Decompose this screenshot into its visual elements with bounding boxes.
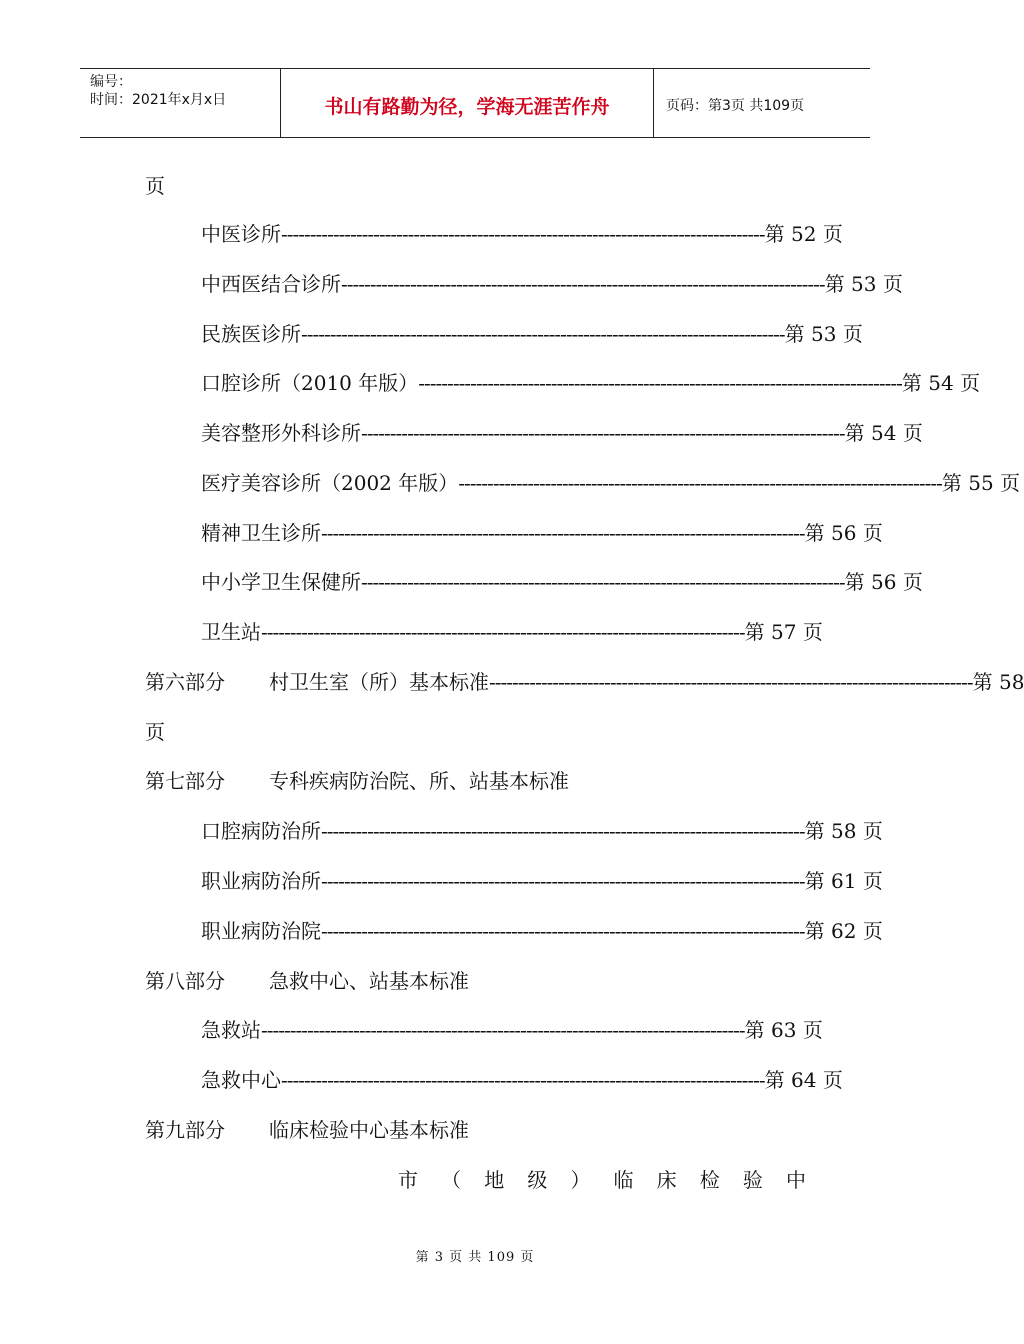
section-number: 第六部分 xyxy=(145,670,225,694)
toc-page: 第 52 页 xyxy=(764,222,843,246)
spread-char: 级 xyxy=(527,1168,548,1192)
toc-entry[interactable] xyxy=(201,1066,843,1094)
section-heading-part6[interactable] xyxy=(145,668,1024,696)
toc-entry[interactable] xyxy=(201,1016,823,1044)
toc-page: 第 56 页 xyxy=(804,521,883,545)
toc-page: 第 53 页 xyxy=(784,322,863,346)
spread-char: 中 xyxy=(785,1168,806,1192)
section-title: 村卫生室（所）基本标准 xyxy=(269,670,489,694)
toc-entry[interactable] xyxy=(201,469,1021,497)
page-header xyxy=(80,68,870,138)
code-label: 编号： xyxy=(90,74,132,90)
toc-label: 急救中心 xyxy=(201,1068,281,1092)
toc-page: 第 56 页 xyxy=(844,570,923,594)
page-info: 页码：第3页 共109页 xyxy=(666,98,805,114)
spread-char: 检 xyxy=(699,1168,720,1192)
section-number: 第八部分 xyxy=(145,969,225,993)
toc-page: 第 61 页 xyxy=(804,869,883,893)
toc-page: 第 64 页 xyxy=(764,1068,843,1092)
toc-leader: ------------------------------------------------------------------------------------ xyxy=(458,471,942,495)
toc-leader: ------------------------------------------------------------------------------------ xyxy=(281,222,765,246)
toc-leader: ------------------------------------------------------------------------------------ xyxy=(281,1068,765,1092)
spread-char: （ xyxy=(441,1168,462,1192)
toc-leader: ------------------------------------------------------------------------------------ xyxy=(418,371,902,395)
toc-leader: ------------------------------------------------------------------------------------ xyxy=(321,869,805,893)
toc-leader: ------------------------------------------------------------------------------------ xyxy=(341,272,825,296)
spread-char: 临 xyxy=(613,1168,634,1192)
toc-page: 第 63 页 xyxy=(744,1018,823,1042)
spread-char: ） xyxy=(570,1168,591,1192)
toc-leader: ------------------------------------------------------------------------------------ xyxy=(261,620,745,644)
spread-char: 验 xyxy=(742,1168,763,1192)
continued-page-char: 页 xyxy=(145,174,165,198)
toc-leader: ------------------------------------------------------------------------------------ xyxy=(321,919,805,943)
toc-page: 第 62 页 xyxy=(804,919,883,943)
section-heading-part8 xyxy=(145,967,469,995)
section-title: 临床检验中心基本标准 xyxy=(269,1118,469,1142)
section-title: 急救中心、站基本标准 xyxy=(269,969,469,993)
toc-entry[interactable] xyxy=(201,320,863,348)
justified-heading-line xyxy=(398,1166,806,1194)
toc-page: 第 54 页 xyxy=(901,371,981,395)
motto-text: 书山有路勤为径，学海无涯苦作舟 xyxy=(324,95,610,118)
toc-label: 职业病防治院 xyxy=(201,919,321,943)
toc-leader: ------------------------------------------------------------------------------------ xyxy=(321,521,805,545)
toc-page: 第 55 页 xyxy=(941,471,1021,495)
toc-leader: ------------------------------------------------------------------------------------ xyxy=(261,1018,745,1042)
page-footer: 第 3 页 共 109 页 xyxy=(415,1250,535,1265)
header-page-cell xyxy=(654,69,870,137)
toc-label: 美容整形外科诊所 xyxy=(201,421,361,445)
toc-leader: ------------------------------------------------------------------------------------ xyxy=(321,819,805,843)
toc-page: 第 57 页 xyxy=(744,620,823,644)
toc-leader: ------------------------------------------------------------------------------------ xyxy=(489,670,973,694)
toc-label: 口腔病防治所 xyxy=(201,819,321,843)
toc-leader: ------------------------------------------------------------------------------------ xyxy=(361,421,845,445)
toc-label: 口腔诊所（2010 年版） xyxy=(201,371,419,395)
toc-label: 中医诊所 xyxy=(201,222,281,246)
toc-page: 第 54 页 xyxy=(844,421,923,445)
toc-label: 急救站 xyxy=(201,1018,261,1042)
toc-label: 中西医结合诊所 xyxy=(201,272,341,296)
toc-entry[interactable] xyxy=(201,618,823,646)
time-label: 时间：2021年x月x日 xyxy=(90,92,227,108)
toc-label: 卫生站 xyxy=(201,620,261,644)
toc-entry[interactable] xyxy=(201,917,883,945)
toc-entry[interactable] xyxy=(201,867,883,895)
header-motto-cell xyxy=(281,69,654,137)
section-heading-part9 xyxy=(145,1116,469,1144)
spread-char: 地 xyxy=(484,1168,505,1192)
spread-char: 床 xyxy=(656,1168,677,1192)
toc-entry[interactable] xyxy=(201,568,923,596)
toc-leader: ------------------------------------------------------------------------------------ xyxy=(361,570,845,594)
toc-label: 民族医诊所 xyxy=(201,322,301,346)
section-title: 专科疾病防治院、所、站基本标准 xyxy=(269,769,569,793)
section-number: 第九部分 xyxy=(145,1118,225,1142)
toc-label: 中小学卫生保健所 xyxy=(201,570,361,594)
toc-page: 第 58 xyxy=(972,670,1024,694)
toc-entry[interactable] xyxy=(201,270,903,298)
section-number: 第七部分 xyxy=(145,769,225,793)
continued-page-char: 页 xyxy=(145,720,165,744)
toc-label: 精神卫生诊所 xyxy=(201,521,321,545)
toc-entry[interactable] xyxy=(201,817,883,845)
toc-entry[interactable] xyxy=(201,519,883,547)
toc-entry[interactable] xyxy=(201,369,981,397)
toc-page: 第 53 页 xyxy=(824,272,903,296)
spread-char: 市 xyxy=(398,1168,418,1192)
toc-label: 职业病防治所 xyxy=(201,869,321,893)
toc-leader: ------------------------------------------------------------------------------------ xyxy=(301,322,785,346)
toc-entry[interactable] xyxy=(201,220,843,248)
section-heading-part7 xyxy=(145,767,569,795)
toc-label: 医疗美容诊所（2002 年版） xyxy=(201,471,459,495)
toc-page: 第 58 页 xyxy=(804,819,883,843)
header-meta-cell xyxy=(80,69,281,137)
toc-entry[interactable] xyxy=(201,419,923,447)
